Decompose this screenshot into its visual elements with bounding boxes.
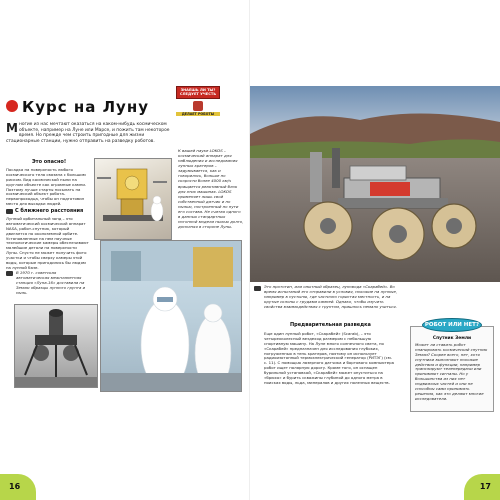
nearby-heading: С ближнего расстояния	[15, 208, 84, 214]
scarab-rover-illustration	[250, 86, 500, 282]
exploration-text: Еще один лунный робот, «Скарабей» (Scarab), – это четырехколесный вездеход размером с небольшую спортивную машину. На Луне много солнечного света, но «Скарабей» предназначен для исследования глубоких, погруженных в тень кратеров, поэтому он использует радиоизотопный термоэлектрический генератор (РИТЭГ) (см. с. 11). С помощью лазерного датчика и бортового компьютера робот ищет полярную дорогу. Кроме того, он оснащен бурильной установкой, «Скарабей» может опуститься на «брюхо» и бурить скважины глубиной до одного метра в поисках воды, льда, минералов и других полезных веществ.	[264, 331, 395, 385]
rover-wheel	[372, 208, 424, 260]
did-you-know-sign	[176, 86, 220, 126]
fact-text: К вашей науке LOKOS – космический аппарат для наблюдения и исследования лунных кратеров – задумывается, как и говорилось, больше по скорости более 4000 км/ч вращается реактивный блок для этих машинах. LOKOS применяет лишь свой собственный датчик и по пылью, построенный по пути его состава. Не считая одного в данных стандартных погонной модели пылью долго, дополняя в стороне Луны.	[178, 148, 244, 230]
rover-wheel	[432, 204, 476, 248]
clean-room-photo	[100, 240, 242, 392]
camera-icon	[6, 271, 13, 276]
robot-box-heading: Спутник Земли	[432, 336, 472, 341]
luna16-caption: В 1970 г. советская автоматическая межпланетная станция «Луна-16» доставила на Землю образцы лунного грунта и пыль.	[16, 270, 86, 295]
luna16-photo	[14, 304, 98, 388]
page-number-left-tab	[0, 474, 36, 500]
satellite-photo	[94, 158, 172, 240]
danger-text: Посадка на поверхность любого космического тела связана с большим риском. Вид космической пыли на круглом объекте как огромные камни. Поэтому лучше старты посылать на космический объект робота-первопроходца, чтобы он подготовил место для высадки людей.	[6, 167, 87, 207]
sign-line-1: ЗНАЕШЬ ЛИ ТЫ?	[180, 88, 216, 92]
robot-box-text: Может ли ставить робот планировать космический спутник Земли? Скорее всего, нет, хотя спутники выполняют похожие действия и функции, например транслируют телепередачи или принимают сигналы. Но у большинства из них нет подвижных частей и они не способны сами принимать решения, как это делают многие исследователи.	[415, 342, 488, 401]
robot-or-not-box	[410, 326, 494, 412]
intro-paragraph	[6, 122, 171, 144]
intro-text: ногие из нас мечтают оказаться на каком-нибудь космическом объекте, например на Луне или Марсе, и пожить там некоторое время. Но прежде чем строить пригодные для жизни стационарные станции, нужно отправить на разведку роботов.	[6, 122, 170, 144]
danger-heading: Это опасно!	[32, 159, 67, 165]
scarab-photo	[250, 86, 500, 282]
satellite-illustration	[95, 159, 171, 239]
page-number-left: 16	[9, 482, 21, 491]
sign-line-3: ДЕЛАЕТ РОБОТЫ	[176, 112, 220, 116]
rover-wheel	[304, 202, 352, 250]
page-number-right-tab	[464, 474, 500, 500]
red-bullet-icon	[6, 100, 18, 112]
scarab-photo-caption: Это прототип, или опытный образец, луновода «Скарабей». Во время испытаний его отправили в условия, похожие на лунные, например в пустыню, где частично гористая местность, и на крутые склоны с грудами камней. Однако, чтобы изучить свойства взаимодействия с грунтом, пришлось немало учиться.	[264, 284, 398, 309]
robot-head-icon	[193, 101, 203, 111]
robot-or-not-badge: РОБОТ ИЛИ НЕТ?	[422, 318, 482, 332]
page-number-right: 17	[479, 482, 491, 491]
nearby-text: Лунный орбитальный зонд – это автоматический космический аппарат NASA, робот-спутник, который двигается по околоземной орбите. Установленные на нем научные технологические камеры обеспечивают малейшие детали на поверхности Луны. Спустя не может получить фото участки и чтобы сверху камеры этой воды, которые пригодились бы людям на лунной базе.	[6, 216, 89, 270]
scientists-illustration	[101, 241, 241, 391]
page-title: Курс на Луну	[22, 98, 149, 116]
exploration-heading: Предварительная разведка	[290, 322, 371, 328]
drop-cap: М	[6, 121, 18, 135]
camera-icon	[6, 209, 13, 214]
lander-illustration	[15, 305, 97, 387]
sign-line-2: СЛЕДУЕТ УЧЕСТЬ	[179, 92, 217, 97]
right-page	[250, 0, 500, 500]
camera-icon	[254, 286, 261, 291]
